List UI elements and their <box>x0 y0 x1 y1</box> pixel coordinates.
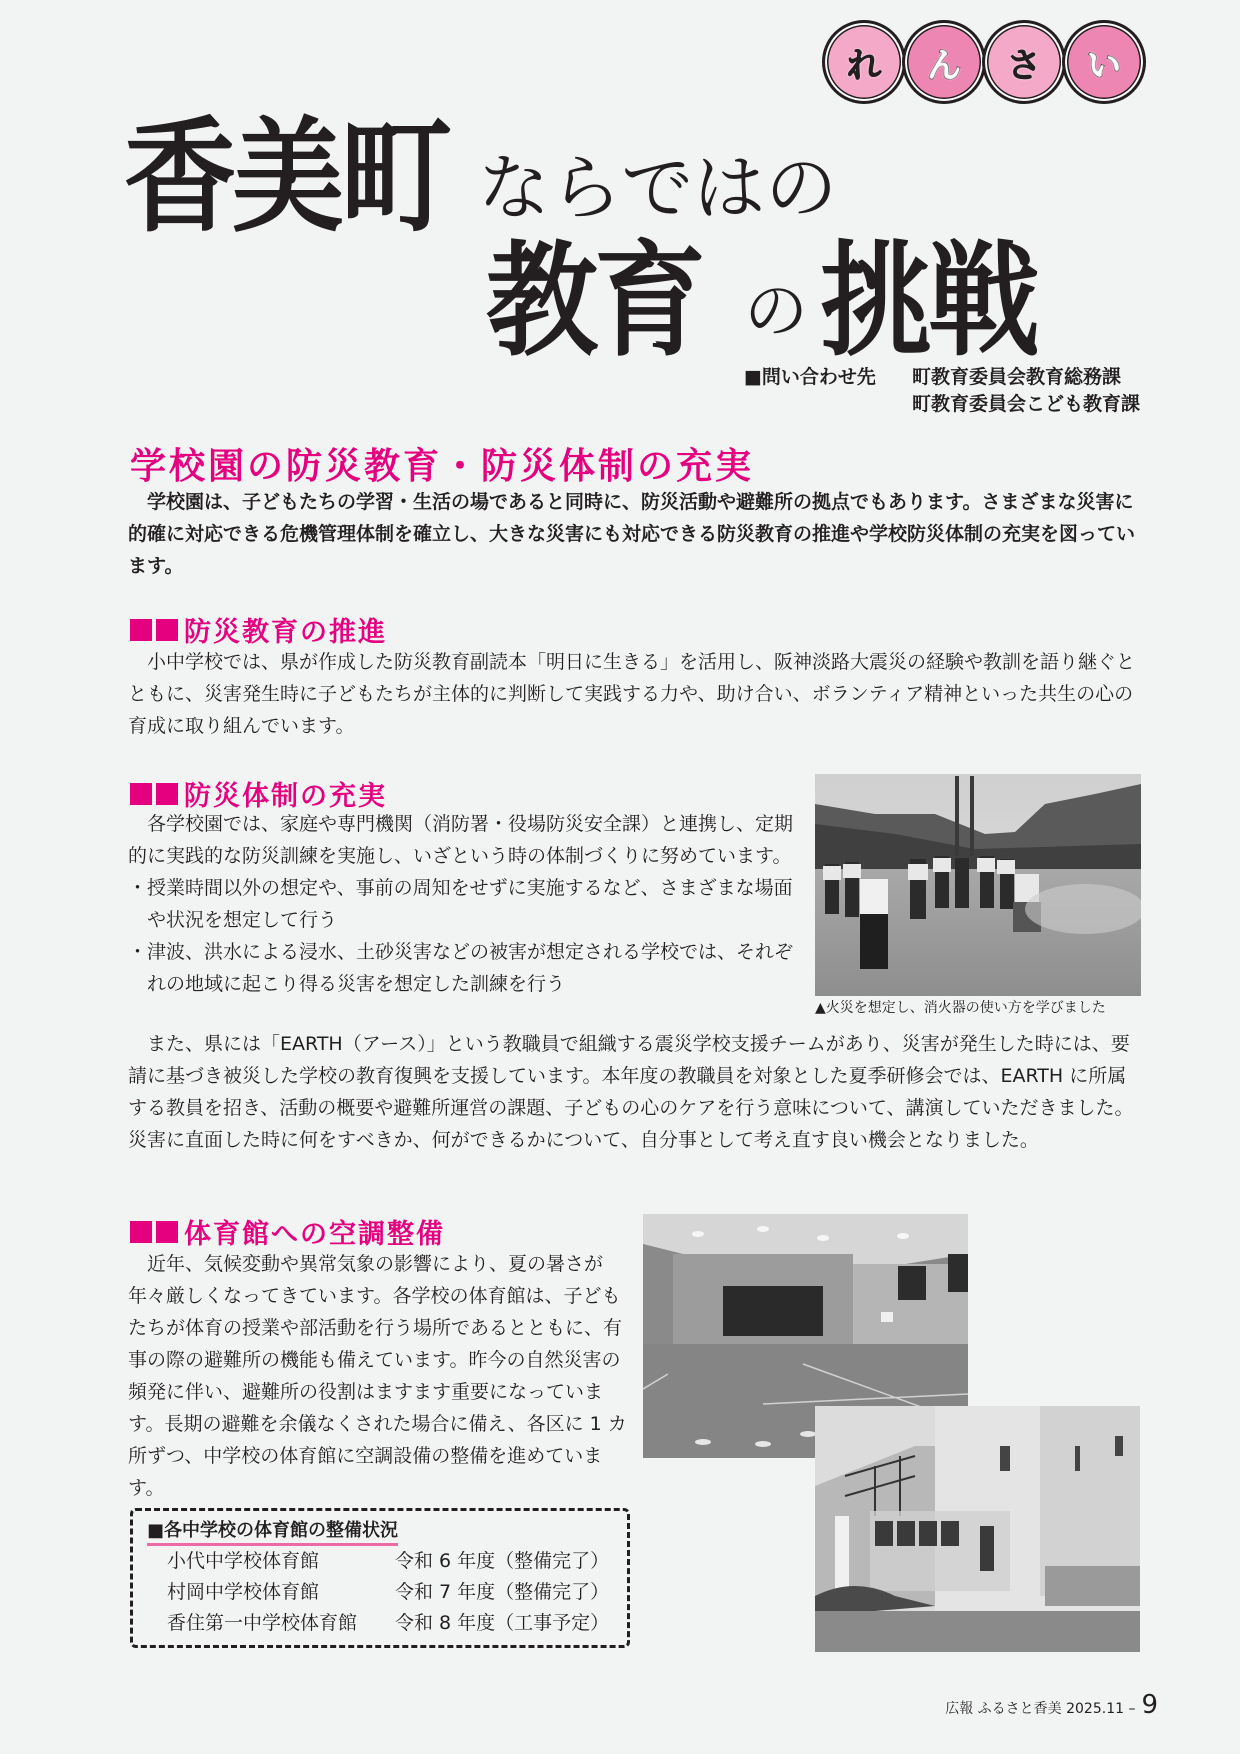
gym-status-box <box>130 1508 630 1648</box>
bullet-item: ・津波、洪水による浸水、土砂災害などの被害が想定される学校では、それぞれの地域に起こり得る災害を想定した訓練を行う <box>128 941 794 995</box>
badge-char: れ <box>822 20 906 104</box>
title-kyouiku: 教育 <box>486 230 702 374</box>
page-number: 9 <box>1141 1690 1158 1720</box>
subsection-2-body <box>128 808 808 1000</box>
subsection-1-body: 小中学校では、県が作成した防災教育副読本「明日に生きる」を活用し、阪神淡路大震災の経験や教訓を語り継ぐとともに、災害発生時に子どもたちが主体的に判断して実践する力や、助け合い、ボランティア精神といった共生の心の育成に取り組んでいます。 <box>128 651 1136 737</box>
status-row <box>147 1577 613 1608</box>
issue-date: 2025.11 – <box>1066 1701 1136 1717</box>
subsection-heading-text: 防災体制の充実 <box>184 781 387 812</box>
contact-dept-2: 町教育委員会こども教育課 <box>911 393 1140 415</box>
contact-info <box>744 364 1140 418</box>
subsection-2-paragraph: 各学校園では、家庭や専門機関（消防署・役場防災安全課）と連携し、定期的に実践的な防災訓練を実施し、いざという時の体制づくりに努めています。 <box>128 813 794 867</box>
page-footer <box>945 1690 1158 1720</box>
bullet-item: ・授業時間以外の想定や、事前の周知をせずに実施するなど、さまざまな場面や状況を想定して行う <box>128 877 793 931</box>
status-row <box>147 1608 613 1639</box>
subsection-3-body: 近年、気候変動や異常気象の影響により、夏の暑さが年々厳しくなってきています。各学校の体育館は、子どもたちが体育の授業や部活動を行う場所であるとともに、有事の際の避難所の機能も備えています。昨今の自然災害の頻発に伴い、避難所の役割はますます重要になっています。長期の避難を余儀なくされた場合に備え、各区に 1 カ所ずつ、中学校の体育館に空調設備の整備を進めています。 <box>128 1253 627 1499</box>
square-bullet-icon <box>156 1221 178 1243</box>
title-naradewa: ならではの <box>478 146 838 230</box>
contact-dept-1: 町教育委員会教育総務課 <box>911 366 1121 388</box>
status-row <box>147 1546 613 1577</box>
badge-char: い <box>1062 20 1146 104</box>
status-box-title: ■各中学校の体育館の整備状況 <box>147 1519 398 1546</box>
photo-gym-exterior <box>815 1406 1140 1652</box>
square-bullet-icon <box>156 783 178 805</box>
series-badge-rensai <box>822 20 1142 104</box>
subsection-2-body-continued: また、県には「EARTH（アース）」という教職員で組織する震災学校支援チームがあり、災害が発生した時には、要請に基づき被災した学校の教育復興を支援しています。本年度の教職員を対象とした夏季研修会では、EARTH に所属する教員を招き、活動の概要や避難所運営の課題、子どもの心のケアを行う意味について、講演していただきました。災害に直面した時に何をすべきか、何ができるかについて、自分事として考え直す良い機会となりました。 <box>128 1033 1134 1151</box>
square-bullet-icon <box>130 1221 152 1243</box>
title-no: の <box>744 275 808 349</box>
badge-char: さ <box>982 20 1066 104</box>
subsection-heading-text: 体育館への空調整備 <box>184 1219 445 1250</box>
publication-name: 広報 ふるさと香美 <box>945 1701 1062 1717</box>
square-bullet-icon <box>130 619 152 641</box>
school-status: 令和 6 年度（整備完了） <box>395 1550 610 1572</box>
school-name: 村岡中学校体育館 <box>167 1581 320 1603</box>
subsection-heading-text: 防災教育の推進 <box>184 617 387 648</box>
intro-paragraph: 学校園は、子どもたちの学習・生活の場であると同時に、防災活動や避難所の拠点でもあります。さまざまな災害に的確に対応できる危機管理体制を確立し、大きな災害にも対応できる防災教育の推進や学校防災体制の充実を図っています。 <box>128 491 1136 577</box>
title-chousen: 挑戦 <box>820 230 1036 374</box>
photo-caption: ▲火災を想定し、消火器の使い方を学びました <box>815 1000 1106 1016</box>
subsection-heading-3 <box>130 1212 445 1251</box>
school-status: 令和 8 年度（工事予定） <box>395 1612 610 1634</box>
school-name: 小代中学校体育館 <box>167 1550 320 1572</box>
school-name: 香住第一中学校体育館 <box>167 1612 358 1634</box>
school-status: 令和 7 年度（整備完了） <box>395 1581 610 1603</box>
contact-label: ■問い合わせ先 <box>743 366 876 388</box>
badge-char: ん <box>902 20 986 104</box>
photo-fire-drill <box>815 774 1141 996</box>
square-bullet-icon <box>156 619 178 641</box>
section-heading: 学校園の防災教育・防災体制の充実 <box>130 445 755 487</box>
subsection-heading-1 <box>130 610 387 649</box>
square-bullet-icon <box>130 783 152 805</box>
title-town-name: 香美町 <box>124 106 448 250</box>
